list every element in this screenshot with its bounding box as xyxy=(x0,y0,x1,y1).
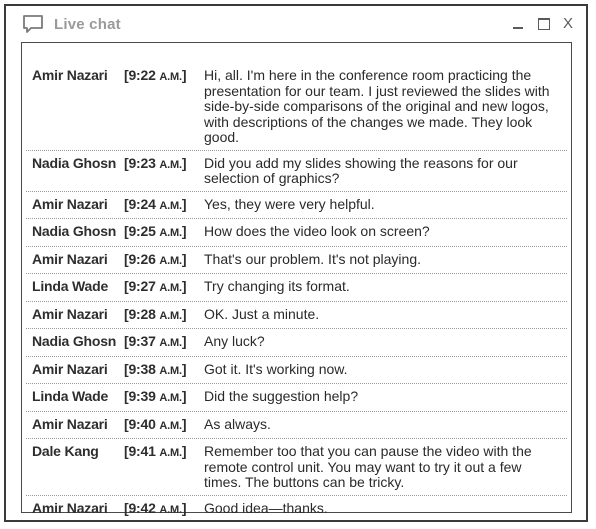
message-timestamp xyxy=(124,279,204,297)
timestamp-period: A.M. xyxy=(159,503,182,516)
message-sender: Amir Nazari xyxy=(32,250,108,267)
live-chat-window xyxy=(4,4,588,522)
timestamp-time: [9:23 xyxy=(124,154,156,171)
minimize-button[interactable] xyxy=(510,16,526,32)
timestamp-time: [9:24 xyxy=(124,195,156,212)
message-timestamp xyxy=(124,307,204,325)
chat-message xyxy=(26,192,567,220)
message-text: How does the video look on screen? xyxy=(204,223,430,239)
message-text: Any luck? xyxy=(204,333,265,349)
timestamp-period: A.M. xyxy=(159,282,182,294)
title-bar[interactable] xyxy=(6,6,586,42)
maximize-button[interactable] xyxy=(536,16,552,32)
message-sender: Amir Nazari xyxy=(32,499,108,516)
message-sender: Amir Nazari xyxy=(32,195,108,212)
timestamp-close: ] xyxy=(181,333,187,349)
message-sender: Amir Nazari xyxy=(32,67,108,83)
message-sender: Amir Nazari xyxy=(32,360,108,377)
timestamp-period: A.M. xyxy=(159,71,182,83)
chat-message xyxy=(26,384,567,412)
chat-message xyxy=(26,357,567,385)
timestamp-time: [9:38 xyxy=(124,360,156,377)
timestamp-time: [9:28 xyxy=(124,305,156,322)
chat-message xyxy=(26,329,567,357)
timestamp-time: [9:27 xyxy=(124,278,156,294)
chat-bubble-icon xyxy=(22,14,44,34)
window-title: Live chat xyxy=(54,16,121,33)
timestamp-period: A.M. xyxy=(159,227,182,239)
timestamp-period: A.M. xyxy=(159,199,182,212)
message-timestamp xyxy=(124,334,204,352)
chat-message xyxy=(26,151,567,192)
timestamp-period: A.M. xyxy=(159,158,182,171)
message-text: As always. xyxy=(204,415,271,432)
message-text: Good idea—thanks. xyxy=(204,499,328,516)
timestamp-close: ] xyxy=(181,223,187,239)
timestamp-time: [9:42 xyxy=(124,499,156,516)
chat-message xyxy=(26,274,567,302)
close-button[interactable]: X xyxy=(562,15,573,32)
message-timestamp xyxy=(124,156,204,174)
timestamp-close: ] xyxy=(181,154,187,171)
timestamp-period: A.M. xyxy=(159,419,182,432)
message-text: OK. Just a minute. xyxy=(204,305,320,322)
message-sender: Linda Wade xyxy=(32,388,109,404)
timestamp-period: A.M. xyxy=(159,447,182,459)
message-timestamp xyxy=(124,389,204,407)
timestamp-time: [9:40 xyxy=(124,415,156,432)
timestamp-period: A.M. xyxy=(159,254,182,267)
message-text: Got it. It's working now. xyxy=(204,360,348,377)
chat-log xyxy=(21,42,572,516)
message-list xyxy=(22,43,571,522)
message-text: That's our problem. It's not playing. xyxy=(204,250,422,267)
timestamp-period: A.M. xyxy=(159,337,182,349)
timestamp-close: ] xyxy=(181,195,187,212)
message-timestamp xyxy=(124,197,204,215)
message-text: Did you add my slides showing the reasons for our selection of graphics? xyxy=(204,154,518,186)
timestamp-period: A.M. xyxy=(159,309,182,322)
timestamp-time: [9:41 xyxy=(124,443,156,459)
timestamp-close: ] xyxy=(181,499,187,516)
chat-message xyxy=(26,247,567,275)
chat-message xyxy=(26,412,567,440)
message-timestamp xyxy=(124,252,204,270)
message-text: Yes, they were very helpful. xyxy=(204,195,375,212)
message-timestamp xyxy=(124,68,204,86)
message-sender: Amir Nazari xyxy=(32,415,108,432)
message-sender: Nadia Ghosn xyxy=(32,154,117,171)
message-sender: Nadia Ghosn xyxy=(32,223,117,239)
timestamp-period: A.M. xyxy=(159,364,182,377)
message-timestamp xyxy=(124,224,204,242)
chat-message xyxy=(26,219,567,247)
message-sender: Linda Wade xyxy=(32,278,109,294)
timestamp-close: ] xyxy=(181,305,187,322)
message-text: Hi, all. I'm here in the conference room practicing the presentation for our team. I just reviewed the slides with side-by-side comparisons of the original and new logos, with descriptions of the changes we made. They look good. xyxy=(204,67,550,145)
message-timestamp xyxy=(124,362,204,380)
timestamp-close: ] xyxy=(181,250,187,267)
chat-message xyxy=(26,43,567,151)
timestamp-close: ] xyxy=(181,67,187,83)
message-timestamp xyxy=(124,444,204,462)
timestamp-close: ] xyxy=(181,415,187,432)
timestamp-time: [9:25 xyxy=(124,223,156,239)
timestamp-time: [9:26 xyxy=(124,250,156,267)
message-timestamp xyxy=(124,501,204,519)
timestamp-time: [9:39 xyxy=(124,388,156,404)
message-timestamp xyxy=(124,417,204,435)
message-text: Try changing its format. xyxy=(204,278,350,294)
timestamp-close: ] xyxy=(181,360,187,377)
chat-message xyxy=(26,439,567,496)
chat-message xyxy=(26,496,567,523)
chat-message xyxy=(26,302,567,330)
timestamp-close: ] xyxy=(181,388,187,404)
message-text: Did the suggestion help? xyxy=(204,388,359,404)
message-text: Remember too that you can pause the video with the remote control unit. You may want to try it out a few times. The buttons can be tricky. xyxy=(204,443,532,490)
message-sender: Nadia Ghosn xyxy=(32,333,117,349)
timestamp-time: [9:37 xyxy=(124,333,156,349)
timestamp-period: A.M. xyxy=(159,392,182,404)
message-sender: Dale Kang xyxy=(32,443,99,459)
timestamp-close: ] xyxy=(181,443,187,459)
timestamp-time: [9:22 xyxy=(124,67,156,83)
timestamp-close: ] xyxy=(181,278,187,294)
message-sender: Amir Nazari xyxy=(32,305,108,322)
